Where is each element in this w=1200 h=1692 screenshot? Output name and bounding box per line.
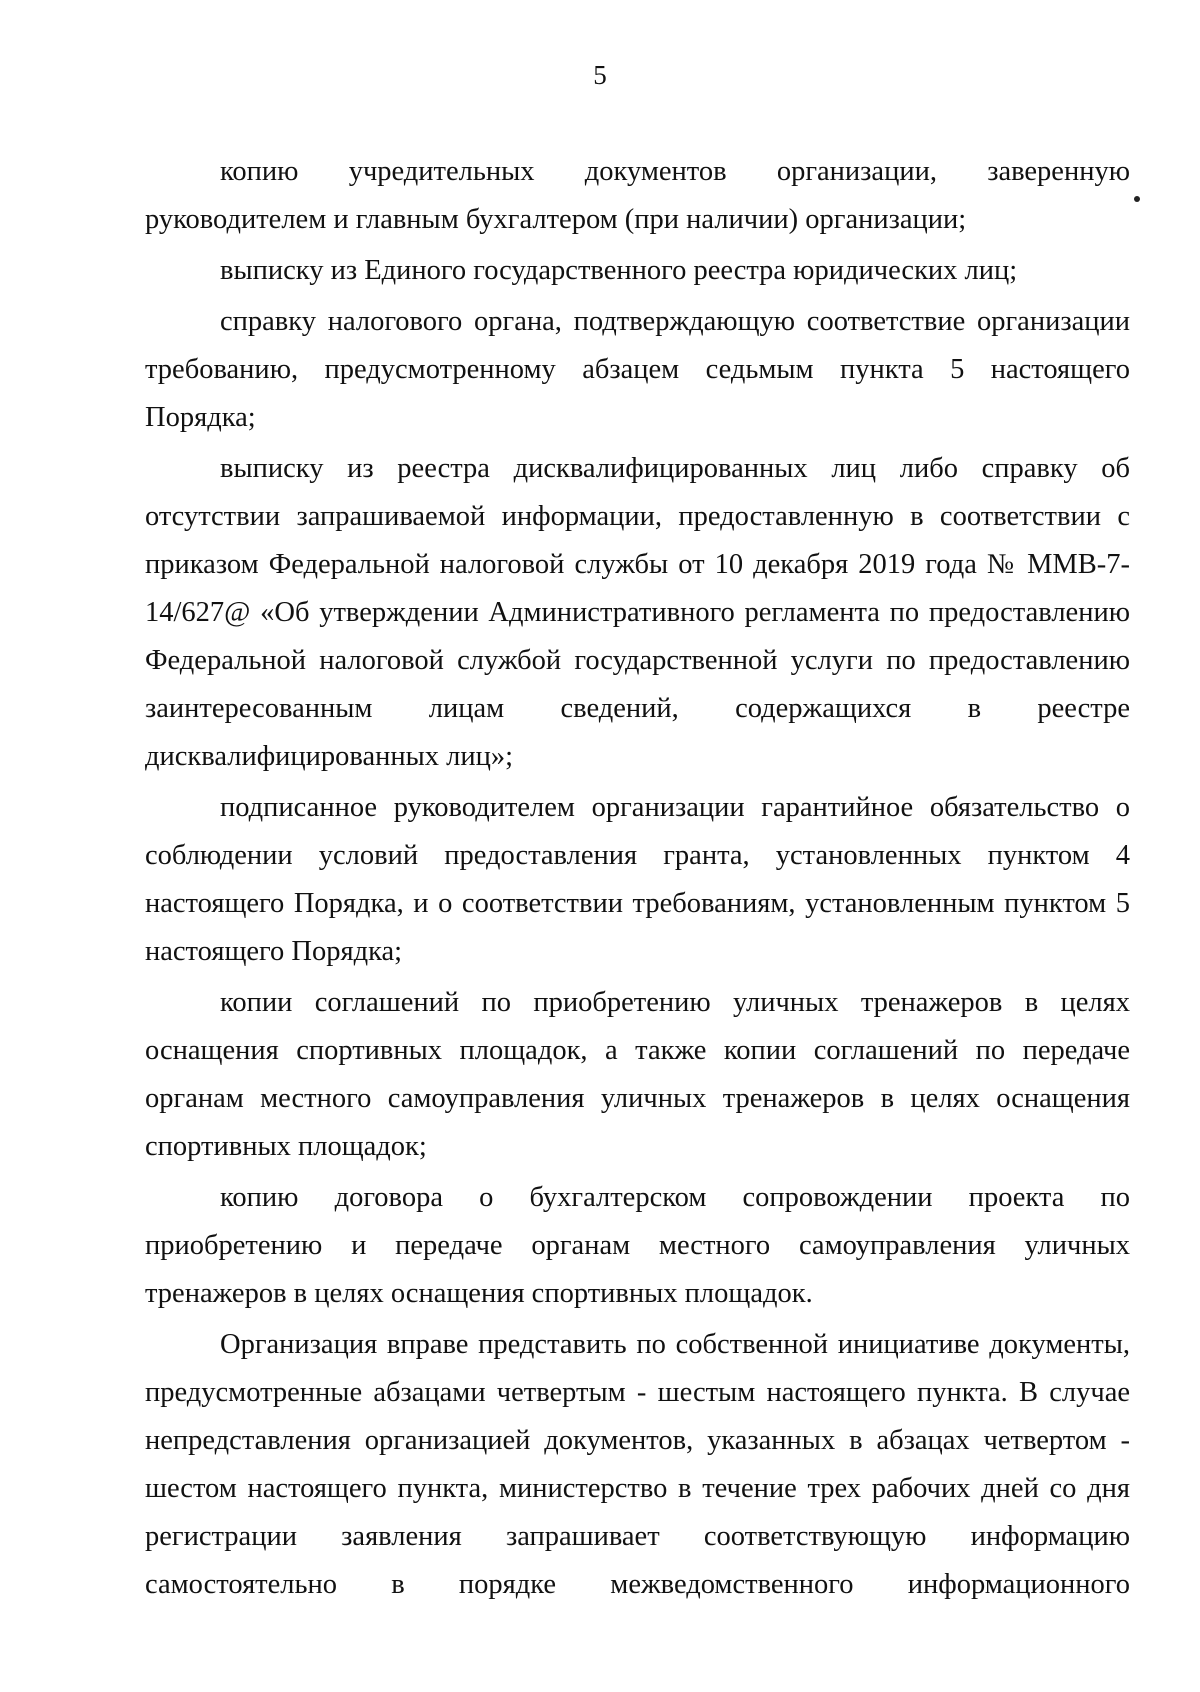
paragraph-disqualified-registry: выписку из реестра дисквалифицированных лиц либо справку об отсутствии запрашиваемой информации, предоставленную в соответствии с приказом Федеральной налоговой службы от 10 декабря 2019 года № ММВ-7-14/627@ «Об утверждении Административного регламента по предоставлению Федеральной налоговой службой государственной услуги по предоставлению заинтересованным лицам сведений, содержащихся в реестре дисквалифицированных лиц»; [145,453,1130,772]
page-number: 5 [593,60,607,90]
paragraph-egrul-extract: выписку из Единого государственного реестра юридических лиц; [220,255,1018,286]
scan-speck [1134,196,1140,202]
paragraph-guarantee-obligation: подписанное руководителем организации гарантийное обязательство о соблюдении условий предоставления гранта, установленных пунктом 4 настоящего Порядка, и о соответствии требованиям, установленным пунктом 5 настоящего Порядка; [145,792,1130,967]
document-body [145,148,1130,1612]
paragraph-own-initiative: Организация вправе представить по собственной инициативе документы, предусмотренные абзацами четвертым - шестым настоящего пункта. В случае непредставления организацией документов, указанных в абзацах четвертом - шестом настоящего пункта, министерство в течение трех рабочих дней со дня регистрации заявления запрашивает соответствующую информацию самостоятельно в порядке межведомственного информационного [145,1329,1130,1600]
paragraph-founding-documents: копию учредительных документов организации, заверенную руководителем и главным бухгалтером (при наличии) организации; [145,156,1130,235]
paragraph-agreement-copies: копии соглашений по приобретению уличных тренажеров в целях оснащения спортивных площадок, а также копии соглашений по передаче органам местного самоуправления уличных тренажеров в целях оснащения спортивных площадок; [145,987,1130,1162]
paragraph-accounting-contract: копию договора о бухгалтерском сопровождении проекта по приобретению и передаче органам местного самоуправления уличных тренажеров в целях оснащения спортивных площадок. [145,1182,1130,1309]
paragraph-tax-certificate: справку налогового органа, подтверждающую соответствие организации требованию, предусмотренному абзацем седьмым пункта 5 настоящего Порядка; [145,306,1130,433]
